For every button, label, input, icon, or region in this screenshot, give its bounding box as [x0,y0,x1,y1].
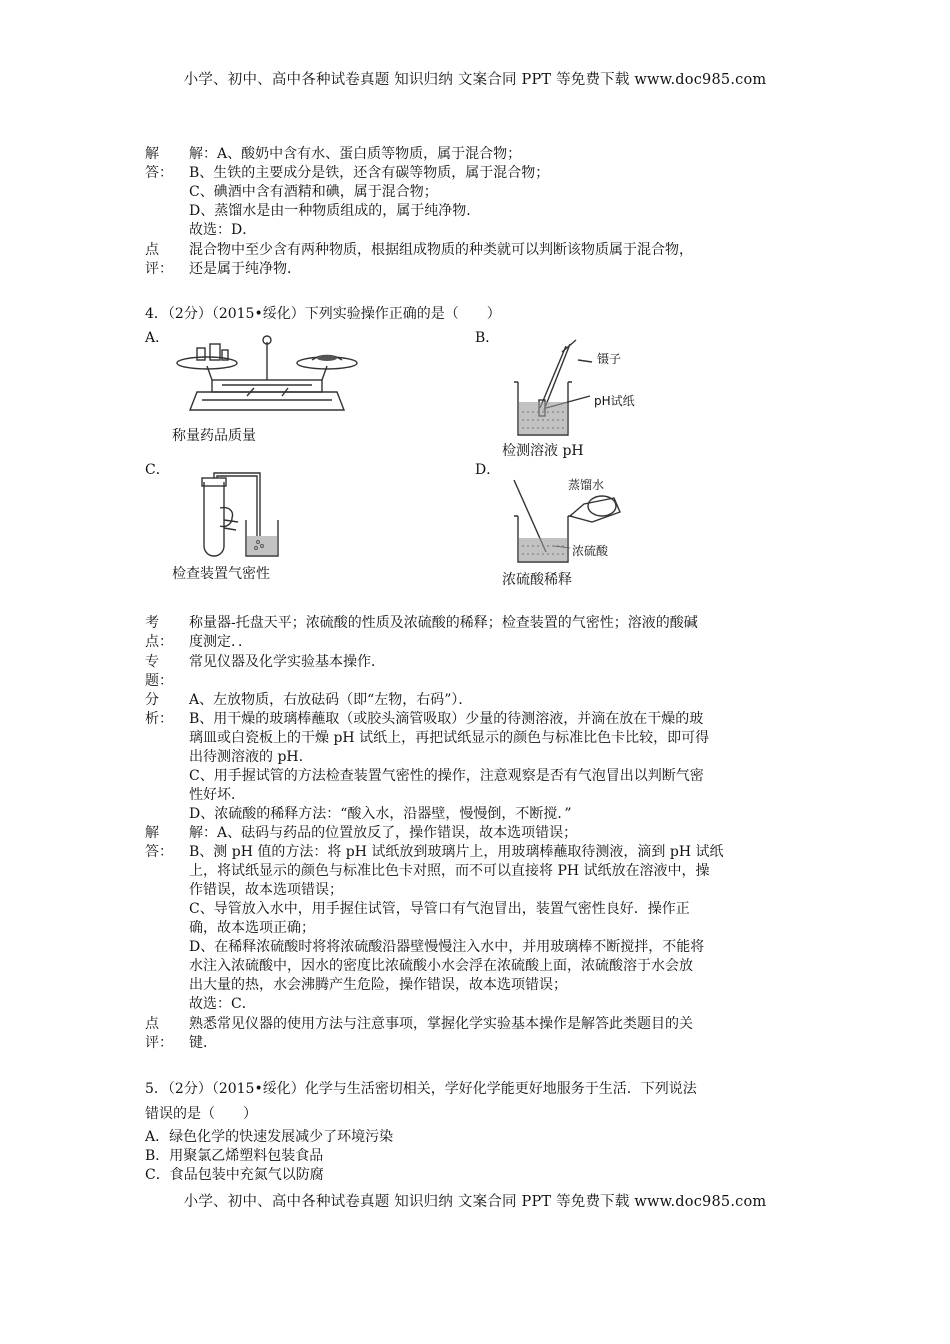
q4-dianping-line: 熟悉常见仪器的使用方法与注意事项，掌握化学实验基本操作是解答此类题目的关 [189,1016,693,1032]
q4-fenxi-line: 璃皿或白瓷板上的干燥 pH 试纸上，再把试纸显示的颜色与标准比色卡比较，即可得 [189,730,710,746]
q4-fenxi-line: A、左放物质，右放砝码（即“左物，右码”）． [189,692,473,708]
q3-answer-line: D、蒸馏水是由一种物质组成的，属于纯净物． [189,203,481,219]
q3-comment-line: 还是属于纯净物． [189,261,301,277]
q4-kaodian-line: 称量器-托盘天平；浓硫酸的性质及浓硫酸的稀释；检查装置的气密性；溶液的酸碱 [189,615,698,631]
q4-jieda-line: 水注入浓硫酸中，因水的密度比浓硫酸小水会浮在浓硫酸上面，浓硫酸溶于水会放 [189,958,693,974]
q4-jieda-line: 解：A、砝码与药品的位置放反了，操作错误，故本选项错误； [189,825,578,841]
page-header: 小学、初中、高中各种试卷真题 知识归纳 文案合同 PPT 等免费下载 www.doc985.com [183,72,767,88]
q4-jieda-line: C、导管放入水中，用手握住试管，导管口有气泡冒出，装置气密性良好．操作正 [189,901,690,917]
q3-comment-label: 点 [145,242,159,258]
q4-dianping-label: 点 [145,1016,159,1032]
q4-dianping-label-2: 评： [145,1035,173,1051]
label-tweezers: 镊子 [597,352,622,366]
q4-kaodian-label-2: 点： [145,634,173,650]
q4-fenxi-line: D、浓硫酸的稀释方法：“酸入水，沿器壁，慢慢倒，不断搅．” [189,806,572,822]
label-conc-sulfuric-acid: 浓硫酸 [572,544,609,558]
q4-option-d-caption: 浓硫酸稀释 [502,572,572,588]
q4-option-b-caption: 检测溶液 pH [502,443,584,459]
q5-stem-2: 错误的是（ ） [145,1106,257,1122]
q4-option-a-caption: 称量药品质量 [172,428,256,444]
q4-zhuanti-line: 常见仪器及化学实验基本操作． [189,654,385,670]
q5-option: B．用聚氯乙烯塑料包装食品 [145,1148,324,1164]
q3-answer-line: C、碘酒中含有酒精和碘，属于混合物； [189,184,438,200]
q4-jieda-line: 故选：C． [189,996,256,1012]
q3-answer-label: 解 [145,146,159,162]
q3-answer-line: 解：A、酸奶中含有水、蛋白质等物质，属于混合物； [189,146,522,162]
q4-zhuanti-label: 专 [145,654,159,670]
q3-answer-line: 故选：D． [189,222,257,238]
q4-option-a-letter: A． [145,330,170,346]
q5-stem: 5．（2分）（2015•绥化）化学与生活密切相关，学好化学能更好地服务于生活．下列说法 [145,1081,697,1097]
q4-dianping-line: 键． [189,1035,217,1051]
q4-jieda-line: D、在稀释浓硫酸时将将浓硫酸沿器壁慢慢注入水中，并用玻璃棒不断搅拌，不能将 [189,939,705,955]
balance-figure [172,330,362,420]
label-ph-paper: pH试纸 [594,394,635,408]
q4-fenxi-line: 出待测溶液的 pH. [189,749,304,765]
q3-answer-line: B、生铁的主要成分是铁，还含有碳等物质，属于混合物； [189,165,550,181]
page-footer: 小学、初中、高中各种试卷真题 知识归纳 文案合同 PPT 等免费下载 www.doc985.com [183,1194,767,1210]
q4-fenxi-line: 性好坏． [189,787,245,803]
q4-zhuanti-label-2: 题： [145,673,173,689]
label-distilled-water: 蒸馏水 [568,478,605,492]
q4-jieda-line: 上，将试纸显示的颜色与标准比色卡对照，而不可以直接将 PH 试纸放在溶液中，操 [189,863,710,879]
q5-option: C．食品包装中充氮气以防腐 [145,1167,324,1183]
airtightness-figure [190,470,290,560]
q4-fenxi-line: C、用手握试管的方法检查装置气密性的操作，注意观察是否有气泡冒出以判断气密 [189,768,704,784]
q4-kaodian-line: 度测定．． [189,634,252,650]
q4-jieda-line: 出大量的热，水会沸腾产生危险，操作错误，故本选项错误； [189,977,567,993]
q4-option-d-letter: D． [475,462,501,478]
q3-comment-label-2: 评： [145,261,173,277]
q5-option: A．绿色化学的快速发展减少了环境污染 [145,1129,394,1145]
q4-jieda-line: 作错误，故本选项错误； [189,882,343,898]
q3-comment-line: 混合物中至少含有两种物质，根据组成物质的种类就可以判断该物质属于混合物， [189,242,693,258]
q4-fenxi-label-2: 析： [145,711,173,727]
q4-jieda-line: 确，故本选项正确； [189,920,315,936]
q4-fenxi-line: B、用干燥的玻璃棒蘸取（或胶头滴管吸取）少量的待测溶液，并滴在放在干燥的玻 [189,711,704,727]
q4-jieda-label-2: 答： [145,844,173,860]
q4-jieda-line: B、测 pH 值的方法：将 pH 试纸放到玻璃片上，用玻璃棒蘸取待测液，滴到 pH 试纸 [189,844,724,860]
q4-option-c-letter: C． [145,462,170,478]
q4-kaodian-label: 考 [145,615,159,631]
q3-answer-label-2: 答： [145,165,173,181]
q4-fenxi-label: 分 [145,692,159,708]
q4-jieda-label: 解 [145,825,159,841]
q4-option-b-letter: B． [475,330,500,346]
q4-option-c-caption: 检查装置气密性 [172,566,270,582]
q4-stem: 4．（2分）（2015•绥化）下列实验操作正确的是（ ） [145,306,501,322]
